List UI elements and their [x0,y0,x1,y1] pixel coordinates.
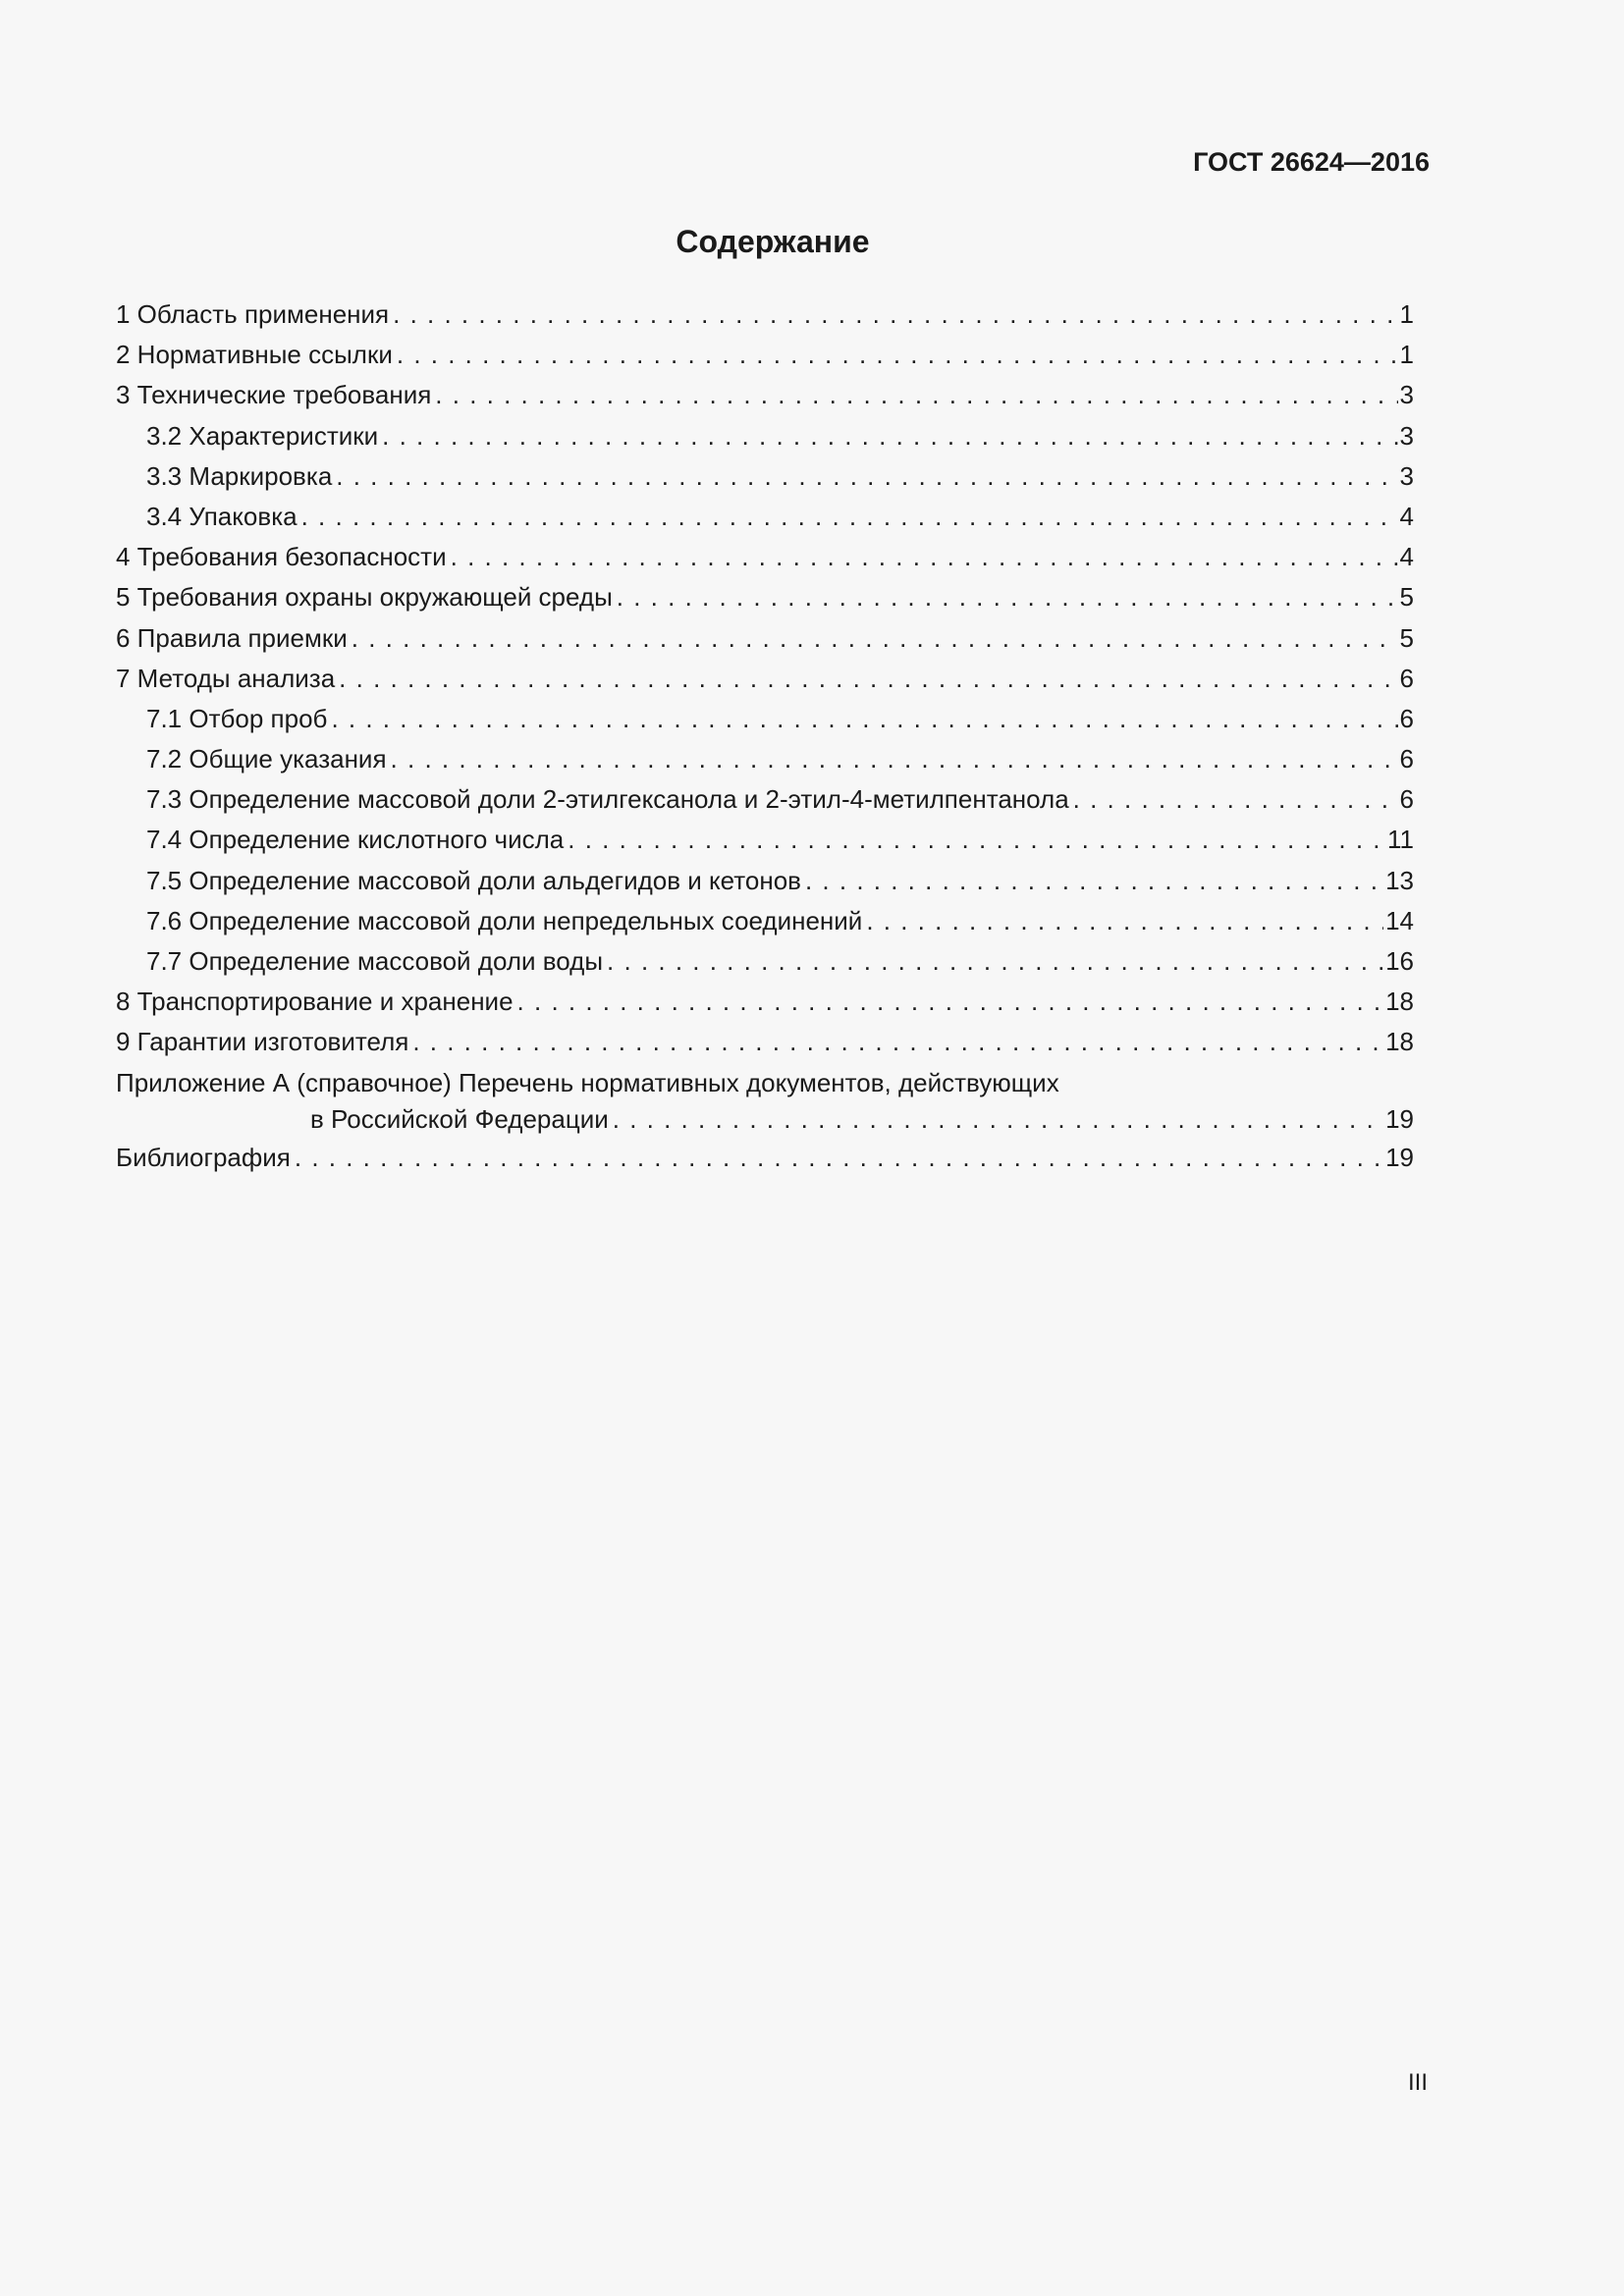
document-id: ГОСТ 26624—2016 [1193,147,1430,177]
toc-entry[interactable] [116,375,1414,415]
toc-entry[interactable] [116,739,1414,779]
toc-entry[interactable] [116,618,1414,659]
toc-entry[interactable] [116,416,1414,456]
dot-leader [295,1138,1383,1178]
dot-leader [336,456,1397,497]
dot-leader [435,375,1397,415]
toc-entry-label: 7.7 Определение массовой доли воды [146,946,604,976]
dot-leader [607,941,1383,982]
dot-leader [568,820,1385,860]
dot-leader [339,659,1397,699]
toc-entry-page: 6 [1399,663,1414,693]
toc-entry[interactable] [116,779,1414,820]
toc-entry-page: 19 [1385,1103,1414,1134]
toc-entry[interactable] [116,335,1414,375]
toc-entry-label: 7.1 Отбор проб [146,703,328,733]
toc-entry-label: 7.2 Общие указания [146,744,387,774]
toc-entry[interactable] [116,294,1414,335]
dot-leader [352,618,1398,659]
dot-leader [451,537,1398,577]
toc-entry-label: 5 Требования охраны окружающей среды [116,582,613,613]
toc-entry[interactable] [116,659,1414,699]
page-title: Содержание [676,224,870,259]
toc-entry-label: 3.3 Маркировка [146,460,333,491]
toc-entry-page: 18 [1385,987,1414,1017]
toc-entry-page: 13 [1385,865,1414,895]
dot-leader [617,577,1398,617]
dot-leader [1073,779,1398,820]
toc-entry-page: 1 [1399,299,1414,329]
toc-entry-page: 5 [1399,622,1414,653]
page-number: III [1407,2069,1428,2096]
toc-entry-page: 3 [1399,460,1414,491]
dot-leader [382,416,1397,456]
toc-entry-page: 5 [1399,582,1414,613]
toc-entry-appendix[interactable] [116,1100,1414,1138]
toc-entry-page: 6 [1399,744,1414,774]
dot-leader [412,1022,1383,1062]
dot-leader [393,294,1397,335]
toc-entry-label: 4 Требования безопасности [116,542,447,572]
dot-leader [613,1100,1383,1138]
toc-entry-label: 6 Правила приемки [116,622,348,653]
toc-entry-label: 7.5 Определение массовой доли альдегидов и кетонов [146,865,801,895]
toc-entry-page: 6 [1399,703,1414,733]
toc-entry[interactable] [116,901,1414,941]
dot-leader [805,861,1383,901]
toc-entry-page: 3 [1399,420,1414,451]
toc-entry[interactable] [116,537,1414,577]
dot-leader [397,335,1398,375]
toc-entry-label: 2 Нормативные ссылки [116,340,393,370]
dot-leader [391,739,1398,779]
toc-entry-page: 11 [1387,825,1414,855]
toc-entry[interactable] [116,1022,1414,1062]
toc-entry-label: 3 Технические требования [116,380,432,410]
toc-entry[interactable] [116,456,1414,497]
dot-leader [301,497,1398,537]
dot-leader [331,699,1397,739]
toc-entry[interactable] [116,497,1414,537]
toc-entry-page: 1 [1399,340,1414,370]
toc-entry[interactable] [116,861,1414,901]
toc-entry-page: 14 [1385,905,1414,935]
toc-entry[interactable] [116,699,1414,739]
toc-entry-label: 8 Транспортирование и хранение [116,987,514,1017]
toc-entry-label: Библиография [116,1142,291,1172]
toc-entry-label: 3.4 Упаковка [146,501,298,531]
dot-leader [517,982,1384,1022]
toc-entry-label: 7.3 Определение массовой доли 2-этилгексанола и 2-этил-4-метилпентанола [146,784,1069,815]
toc-entry-label: в Российской Федерации [310,1103,609,1134]
toc-entry-page: 3 [1399,380,1414,410]
dot-leader [866,901,1383,941]
toc-entry-page: 19 [1385,1142,1414,1172]
toc-entry[interactable] [116,577,1414,617]
toc-entry[interactable] [116,982,1414,1022]
toc-entry[interactable] [116,820,1414,860]
toc-entry-page: 4 [1399,501,1414,531]
toc-appendix-line1: Приложение А (справочное) Перечень нормативных документов, действующих [116,1067,1059,1097]
toc-entry-label: 1 Область применения [116,299,390,329]
toc-entry-bibliography[interactable] [116,1138,1414,1178]
toc-entry-label: 7.6 Определение массовой доли непредельных соединений [146,905,863,935]
table-of-contents [116,294,1414,1178]
toc-entry[interactable] [116,941,1414,982]
toc-entry-label: 3.2 Характеристики [146,420,379,451]
toc-entry-label: 9 Гарантии изготовителя [116,1027,409,1057]
toc-entry-label: 7.4 Определение кислотного числа [146,825,565,855]
toc-entry-label: 7 Методы анализа [116,663,336,693]
toc-entry-page: 18 [1385,1027,1414,1057]
toc-entry-page: 16 [1385,946,1414,976]
toc-entry-page: 4 [1399,542,1414,572]
toc-entry-page: 6 [1399,784,1414,815]
